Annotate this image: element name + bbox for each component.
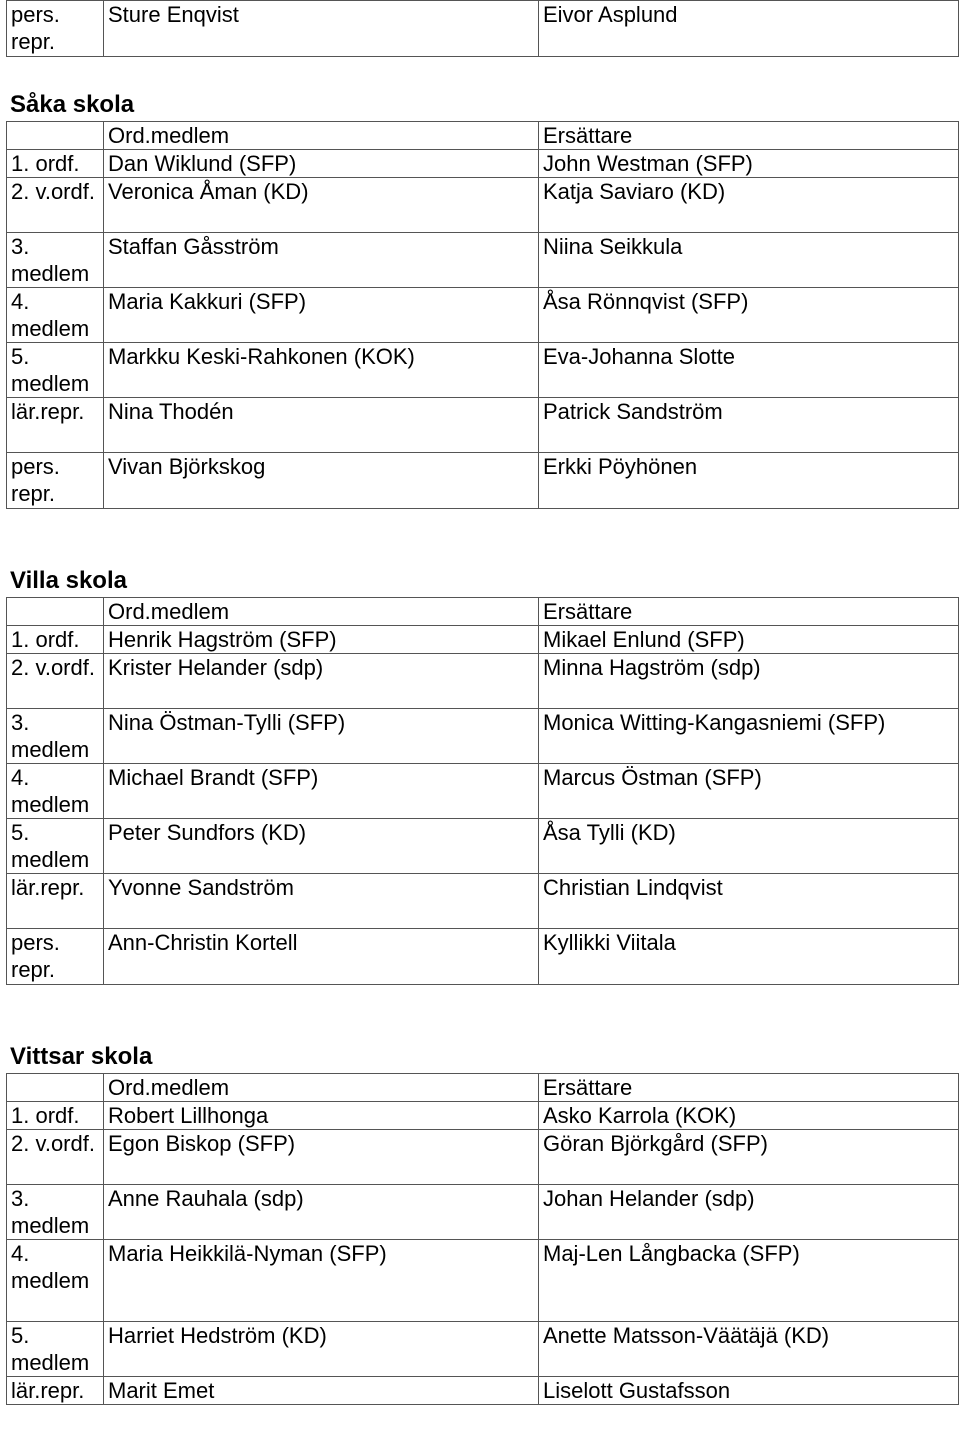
role-cell: 1. ordf. [7,1102,104,1130]
substitute-cell: Marcus Östman (SFP) [539,764,959,819]
role-cell: pers. repr. [7,1,104,57]
table-row [7,929,959,985]
substitute-cell: Anette Matsson-Väätäjä (KD) [539,1322,959,1377]
substitute-cell: Erkki Pöyhönen [539,453,959,509]
section-title: Såka skola [10,91,135,118]
role-cell: lär.repr. [7,1377,104,1405]
table-row [7,1322,959,1377]
table-row [7,178,959,233]
substitute-cell: Åsa Tylli (KD) [539,819,959,874]
section-table [6,121,959,509]
member-cell: Dan Wiklund (SFP) [104,150,539,178]
table-row [7,819,959,874]
table-row [7,1,959,57]
member-cell: Robert Lillhonga [104,1102,539,1130]
header-row [7,598,959,626]
table-row [7,398,959,453]
column-header-substitute: Ersättare [539,1074,959,1102]
substitute-cell: Asko Karrola (KOK) [539,1102,959,1130]
column-header-substitute: Ersättare [539,122,959,150]
substitute-cell: Johan Helander (sdp) [539,1185,959,1240]
role-cell: 2. v.ordf. [7,1130,104,1185]
table-row [7,874,959,929]
substitute-cell: Christian Lindqvist [539,874,959,929]
substitute-cell: Liselott Gustafsson [539,1377,959,1405]
table-row [7,1102,959,1130]
substitute-cell: Niina Seikkula [539,233,959,288]
substitute-cell: Göran Björkgård (SFP) [539,1130,959,1185]
role-cell: 3. medlem [7,1185,104,1240]
substitute-cell: Eva-Johanna Slotte [539,343,959,398]
role-cell: pers. repr. [7,929,104,985]
table-row [7,288,959,343]
substitute-cell: Kyllikki Viitala [539,929,959,985]
table-row [7,453,959,509]
member-cell: Anne Rauhala (sdp) [104,1185,539,1240]
role-header-cell [7,1074,104,1102]
column-header-substitute: Ersättare [539,598,959,626]
role-cell: 3. medlem [7,709,104,764]
table-row [7,233,959,288]
substitute-cell: Katja Saviaro (KD) [539,178,959,233]
role-cell: 4. medlem [7,288,104,343]
table-row [7,654,959,709]
substitute-cell: Mikael Enlund (SFP) [539,626,959,654]
member-cell: Staffan Gåsström [104,233,539,288]
substitute-cell: Maj-Len Långbacka (SFP) [539,1240,959,1322]
role-cell: pers. repr. [7,453,104,509]
table-row [7,1185,959,1240]
column-header-member: Ord.medlem [104,598,539,626]
substitute-cell: John Westman (SFP) [539,150,959,178]
table-row [7,764,959,819]
header-row [7,1074,959,1102]
section-title: Vittsar skola [10,1043,153,1070]
role-cell: 2. v.ordf. [7,178,104,233]
member-cell: Sture Enqvist [104,1,539,57]
substitute-cell: Minna Hagström (sdp) [539,654,959,709]
member-cell: Nina Thodén [104,398,539,453]
member-cell: Egon Biskop (SFP) [104,1130,539,1185]
member-cell: Vivan Björkskog [104,453,539,509]
role-cell: 3. medlem [7,233,104,288]
table-row [7,709,959,764]
table-row [7,150,959,178]
member-cell: Veronica Åman (KD) [104,178,539,233]
member-cell: Harriet Hedström (KD) [104,1322,539,1377]
role-cell: 2. v.ordf. [7,654,104,709]
member-cell: Krister Helander (sdp) [104,654,539,709]
member-cell: Peter Sundfors (KD) [104,819,539,874]
member-cell: Michael Brandt (SFP) [104,764,539,819]
role-cell: 1. ordf. [7,150,104,178]
member-cell: Markku Keski-Rahkonen (KOK) [104,343,539,398]
table-row [7,1130,959,1185]
table-row [7,1377,959,1405]
table-row [7,343,959,398]
role-cell: 5. medlem [7,819,104,874]
column-header-member: Ord.medlem [104,1074,539,1102]
header-row [7,122,959,150]
substitute-cell: Patrick Sandström [539,398,959,453]
role-cell: lär.repr. [7,874,104,929]
top-table [6,0,959,57]
role-cell: 4. medlem [7,1240,104,1322]
role-header-cell [7,122,104,150]
role-cell: 5. medlem [7,343,104,398]
table-row [7,626,959,654]
substitute-cell: Eivor Asplund [539,1,959,57]
member-cell: Marit Emet [104,1377,539,1405]
member-cell: Maria Kakkuri (SFP) [104,288,539,343]
table-row [7,1240,959,1322]
substitute-cell: Monica Witting-Kangasniemi (SFP) [539,709,959,764]
member-cell: Yvonne Sandström [104,874,539,929]
role-cell: 4. medlem [7,764,104,819]
role-cell: 5. medlem [7,1322,104,1377]
role-cell: 1. ordf. [7,626,104,654]
section-title: Villa skola [10,567,127,594]
section-table [6,1073,959,1405]
member-cell: Nina Östman-Tylli (SFP) [104,709,539,764]
member-cell: Henrik Hagström (SFP) [104,626,539,654]
member-cell: Maria Heikkilä-Nyman (SFP) [104,1240,539,1322]
role-header-cell [7,598,104,626]
section-table [6,597,959,985]
column-header-member: Ord.medlem [104,122,539,150]
member-cell: Ann-Christin Kortell [104,929,539,985]
substitute-cell: Åsa Rönnqvist (SFP) [539,288,959,343]
role-cell: lär.repr. [7,398,104,453]
